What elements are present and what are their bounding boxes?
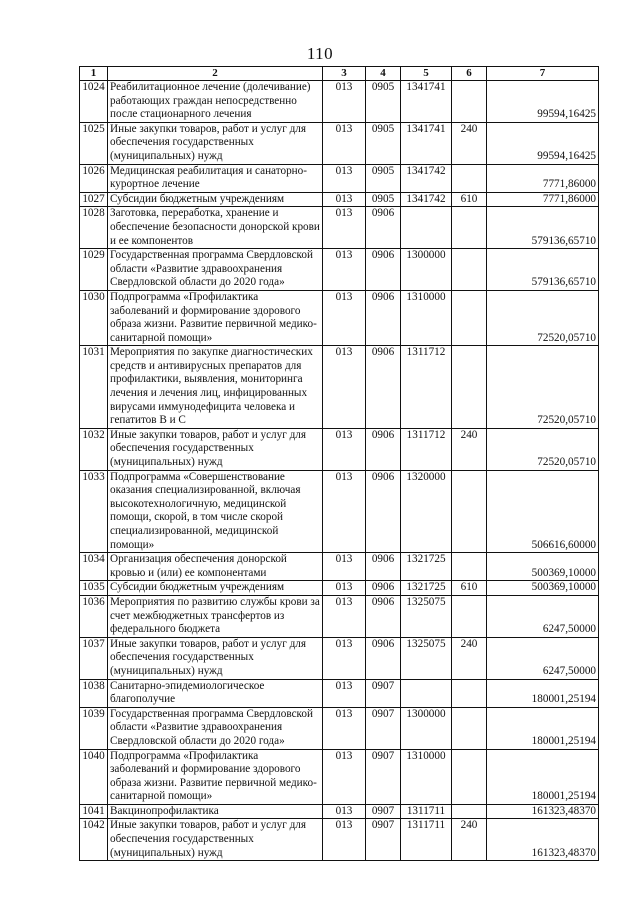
page-number: 110: [306, 44, 334, 63]
table-row: [80, 290, 599, 345]
target-article-code: 1325075: [401, 595, 452, 637]
ministry-code: 013: [323, 679, 366, 707]
amount-value: 500369,10000: [487, 581, 599, 596]
ministry-code: 013: [323, 595, 366, 637]
target-article-code: 1311712: [401, 346, 452, 429]
section-code: 0906: [366, 470, 401, 553]
column-header: 4: [366, 67, 401, 81]
section-code: 0906: [366, 428, 401, 470]
amount-value: 579136,65710: [487, 207, 599, 249]
ministry-code: 013: [323, 192, 366, 207]
amount-value: 161323,48370: [487, 819, 599, 861]
target-article-code: 1310000: [401, 290, 452, 345]
target-article-code: 1325075: [401, 637, 452, 679]
item-name: Мероприятия по развитию службы крови за счет межбюджетных трансфертов из федерального бюджета: [108, 595, 323, 637]
row-number: 1024: [80, 81, 108, 123]
section-code: 0906: [366, 207, 401, 249]
ministry-code: 013: [323, 470, 366, 553]
table-row: [80, 804, 599, 819]
table-header-row: [80, 67, 599, 81]
target-article-code: 1341741: [401, 81, 452, 123]
row-number: 1029: [80, 249, 108, 291]
item-name: Иные закупки товаров, работ и услуг для обеспечения государственных (муниципальных) нужд: [108, 637, 323, 679]
section-code: 0906: [366, 637, 401, 679]
table-row: [80, 192, 599, 207]
expense-type-code: [452, 290, 487, 345]
item-name: Заготовка, переработка, хранение и обеспечение безопасности донорской крови и ее компонентов: [108, 207, 323, 249]
ministry-code: 013: [323, 428, 366, 470]
target-article-code: 1321725: [401, 553, 452, 581]
ministry-code: 013: [323, 707, 366, 749]
target-article-code: 1341741: [401, 122, 452, 164]
expense-type-code: 610: [452, 581, 487, 596]
item-name: Иные закупки товаров, работ и услуг для обеспечения государственных (муниципальных) нужд: [108, 819, 323, 861]
ministry-code: 013: [323, 207, 366, 249]
expense-type-code: [452, 804, 487, 819]
target-article-code: 1341742: [401, 192, 452, 207]
section-code: 0905: [366, 192, 401, 207]
section-code: 0905: [366, 164, 401, 192]
expense-type-code: [452, 707, 487, 749]
item-name: Подпрограмма «Профилактика заболеваний и формирование здорового образа жизни. Развитие первичной медико-санитарной помощи»: [108, 749, 323, 804]
section-code: 0906: [366, 581, 401, 596]
section-code: 0907: [366, 679, 401, 707]
row-number: 1028: [80, 207, 108, 249]
row-number: 1039: [80, 707, 108, 749]
amount-value: 6247,50000: [487, 595, 599, 637]
row-number: 1041: [80, 804, 108, 819]
row-number: 1030: [80, 290, 108, 345]
table-row: [80, 819, 599, 861]
expense-type-code: 240: [452, 122, 487, 164]
table-row: [80, 581, 599, 596]
ministry-code: 013: [323, 164, 366, 192]
ministry-code: 013: [323, 581, 366, 596]
table-row: [80, 346, 599, 429]
amount-value: 72520,05710: [487, 290, 599, 345]
target-article-code: 1321725: [401, 581, 452, 596]
row-number: 1031: [80, 346, 108, 429]
item-name: Реабилитационное лечение (долечивание) работающих граждан непосредственно после стационарного лечения: [108, 81, 323, 123]
section-code: 0907: [366, 707, 401, 749]
target-article-code: 1311711: [401, 804, 452, 819]
section-code: 0905: [366, 81, 401, 123]
table-body: [80, 81, 599, 861]
amount-value: 579136,65710: [487, 249, 599, 291]
expense-type-code: [452, 679, 487, 707]
section-code: 0906: [366, 346, 401, 429]
column-header: 7: [487, 67, 599, 81]
table-row: [80, 164, 599, 192]
row-number: 1032: [80, 428, 108, 470]
amount-value: 161323,48370: [487, 804, 599, 819]
amount-value: 500369,10000: [487, 553, 599, 581]
ministry-code: 013: [323, 346, 366, 429]
target-article-code: [401, 679, 452, 707]
expense-type-code: [452, 164, 487, 192]
row-number: 1035: [80, 581, 108, 596]
section-code: 0906: [366, 249, 401, 291]
expense-type-code: [452, 470, 487, 553]
row-number: 1033: [80, 470, 108, 553]
section-code: 0905: [366, 122, 401, 164]
ministry-code: 013: [323, 804, 366, 819]
column-header: 6: [452, 67, 487, 81]
item-name: Субсидии бюджетным учреждениям: [108, 581, 323, 596]
amount-value: 506616,60000: [487, 470, 599, 553]
budget-table: [79, 66, 599, 861]
ministry-code: 013: [323, 122, 366, 164]
row-number: 1027: [80, 192, 108, 207]
column-header: 5: [401, 67, 452, 81]
ministry-code: 013: [323, 749, 366, 804]
ministry-code: 013: [323, 290, 366, 345]
amount-value: 6247,50000: [487, 637, 599, 679]
row-number: 1040: [80, 749, 108, 804]
item-name: Подпрограмма «Профилактика заболеваний и формирование здорового образа жизни. Развитие первичной медико-санитарной помощи»: [108, 290, 323, 345]
amount-value: 99594,16425: [487, 122, 599, 164]
expense-type-code: [452, 595, 487, 637]
item-name: Вакцинопрофилактика: [108, 804, 323, 819]
expense-type-code: [452, 249, 487, 291]
table-row: [80, 679, 599, 707]
expense-type-code: [452, 81, 487, 123]
amount-value: 99594,16425: [487, 81, 599, 123]
row-number: 1025: [80, 122, 108, 164]
amount-value: 72520,05710: [487, 346, 599, 429]
expense-type-code: [452, 207, 487, 249]
expense-type-code: [452, 346, 487, 429]
section-code: 0906: [366, 595, 401, 637]
target-article-code: 1300000: [401, 707, 452, 749]
item-name: Субсидии бюджетным учреждениям: [108, 192, 323, 207]
table-row: [80, 249, 599, 291]
ministry-code: 013: [323, 553, 366, 581]
ministry-code: 013: [323, 637, 366, 679]
column-header: 2: [108, 67, 323, 81]
section-code: 0906: [366, 553, 401, 581]
target-article-code: 1311712: [401, 428, 452, 470]
table-row: [80, 122, 599, 164]
row-number: 1037: [80, 637, 108, 679]
row-number: 1038: [80, 679, 108, 707]
column-header: 1: [80, 67, 108, 81]
item-name: Медицинская реабилитация и санаторно-курортное лечение: [108, 164, 323, 192]
target-article-code: 1320000: [401, 470, 452, 553]
amount-value: 7771,86000: [487, 164, 599, 192]
item-name: Государственная программа Свердловской области «Развитие здравоохранения Свердловской области до 2020 года»: [108, 249, 323, 291]
table-row: [80, 553, 599, 581]
table-row: [80, 428, 599, 470]
item-name: Санитарно-эпидемиологическое благополучие: [108, 679, 323, 707]
expense-type-code: 240: [452, 637, 487, 679]
section-code: 0907: [366, 819, 401, 861]
expense-type-code: [452, 749, 487, 804]
amount-value: 180001,25194: [487, 707, 599, 749]
row-number: 1042: [80, 819, 108, 861]
amount-value: 7771,86000: [487, 192, 599, 207]
item-name: Подпрограмма «Совершенствование оказания специализированной, включая высокотехнологичную, медицинской помощи, скорой, в том числе скорой специализированной, медицинской помощи»: [108, 470, 323, 553]
ministry-code: 013: [323, 249, 366, 291]
target-article-code: 1341742: [401, 164, 452, 192]
target-article-code: 1310000: [401, 749, 452, 804]
item-name: Иные закупки товаров, работ и услуг для обеспечения государственных (муниципальных) нужд: [108, 122, 323, 164]
target-article-code: 1311711: [401, 819, 452, 861]
item-name: Иные закупки товаров, работ и услуг для обеспечения государственных (муниципальных) нужд: [108, 428, 323, 470]
expense-type-code: 610: [452, 192, 487, 207]
expense-type-code: [452, 553, 487, 581]
amount-value: 180001,25194: [487, 749, 599, 804]
ministry-code: 013: [323, 819, 366, 861]
expense-type-code: 240: [452, 428, 487, 470]
table-row: [80, 749, 599, 804]
row-number: 1036: [80, 595, 108, 637]
table-row: [80, 207, 599, 249]
target-article-code: [401, 207, 452, 249]
ministry-code: 013: [323, 81, 366, 123]
column-header: 3: [323, 67, 366, 81]
table-row: [80, 81, 599, 123]
item-name: Государственная программа Свердловской области «Развитие здравоохранения Свердловской области до 2020 года»: [108, 707, 323, 749]
row-number: 1034: [80, 553, 108, 581]
row-number: 1026: [80, 164, 108, 192]
section-code: 0907: [366, 749, 401, 804]
table-row: [80, 595, 599, 637]
item-name: Организация обеспечения донорской кровью и (или) ее компонентами: [108, 553, 323, 581]
section-code: 0907: [366, 804, 401, 819]
section-code: 0906: [366, 290, 401, 345]
table-row: [80, 637, 599, 679]
expense-type-code: 240: [452, 819, 487, 861]
item-name: Мероприятия по закупке диагностических средств и антивирусных препаратов для профилактики, выявления, мониторинга лечения и лечения лиц, инфицированных вирусами иммунодефицита человека и гепатитов В и С: [108, 346, 323, 429]
table-row: [80, 707, 599, 749]
target-article-code: 1300000: [401, 249, 452, 291]
amount-value: 72520,05710: [487, 428, 599, 470]
amount-value: 180001,25194: [487, 679, 599, 707]
table-row: [80, 470, 599, 553]
